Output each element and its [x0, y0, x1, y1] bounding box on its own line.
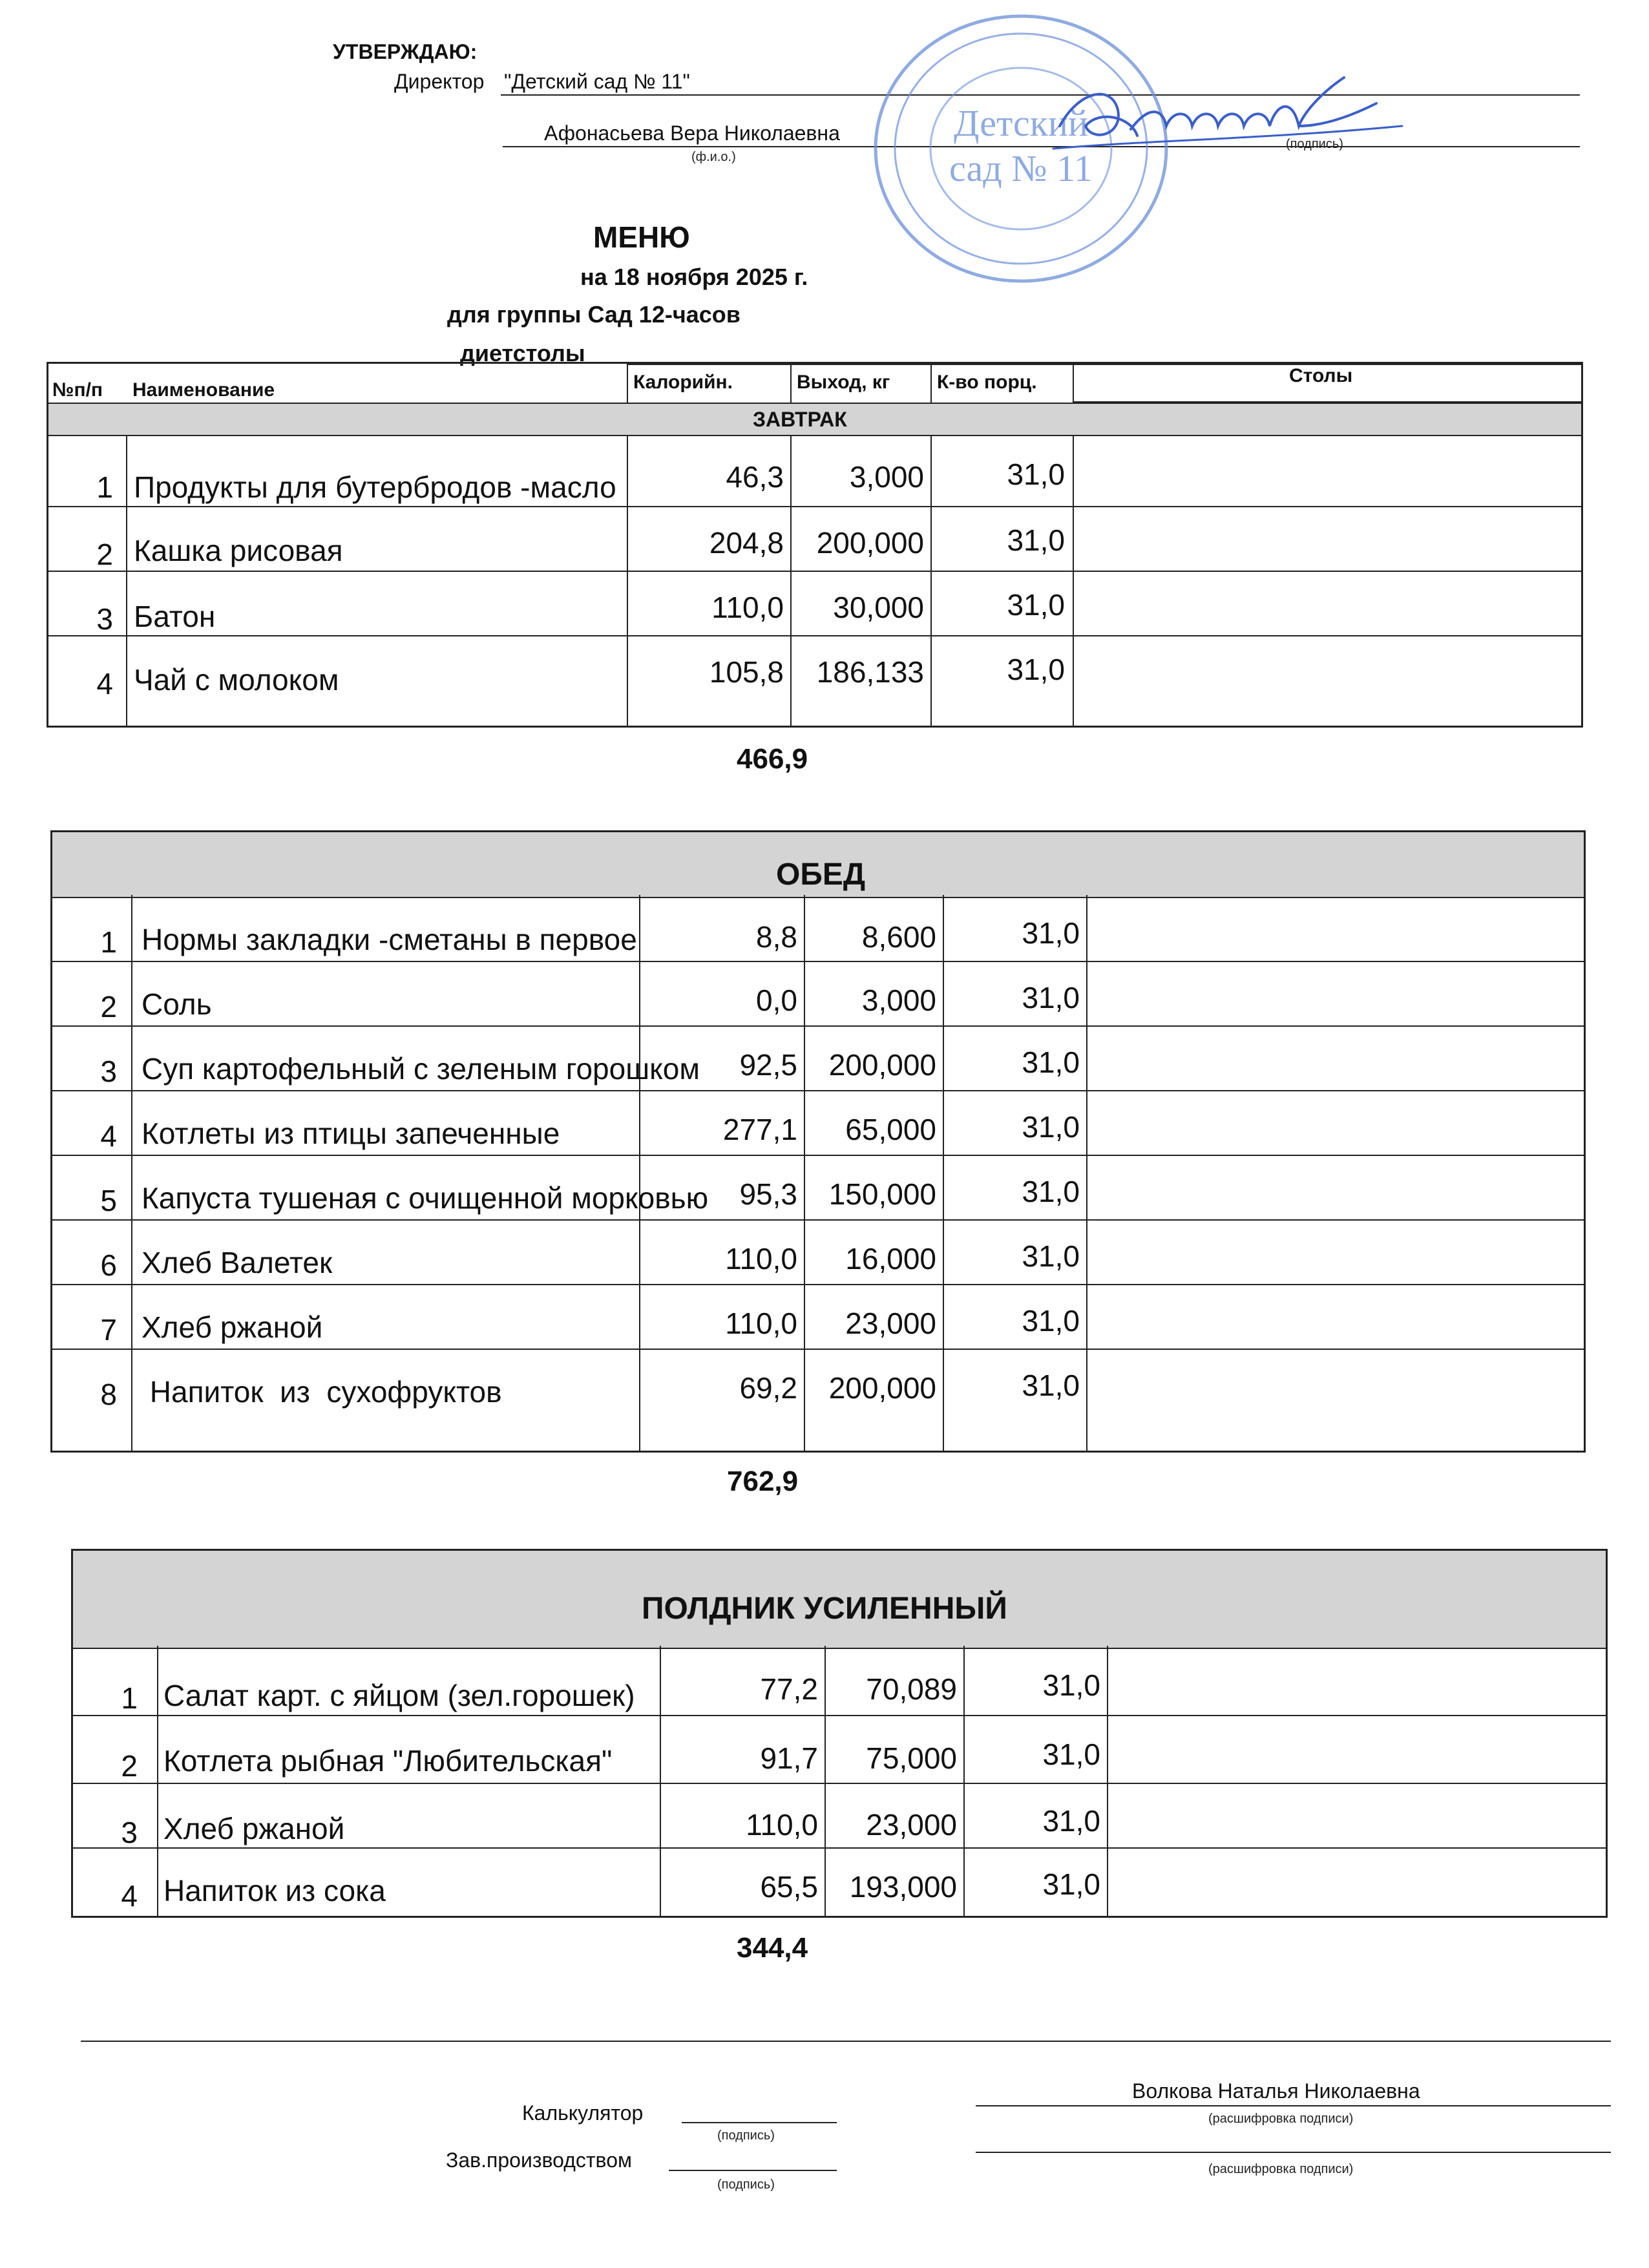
- breakfast-total: 466,9: [737, 743, 808, 775]
- table-row: [48, 506, 1581, 572]
- row-calories: 91,7: [760, 1741, 818, 1775]
- lunch-title: ОБЕД: [776, 857, 866, 892]
- row-num: 4: [121, 1879, 138, 1913]
- row-num: 3: [100, 1055, 117, 1088]
- organization-name: "Детский сад № 11": [504, 70, 690, 93]
- row-output: 30,000: [833, 591, 924, 624]
- row-name: Соль: [142, 987, 212, 1021]
- lunch-table: [50, 830, 1586, 1453]
- signature-caption: (подпись): [1286, 137, 1343, 151]
- row-portions: 31,0: [1022, 1045, 1080, 1079]
- row-output: 3,000: [849, 460, 924, 494]
- table-row: [52, 1025, 1584, 1091]
- row-portions: 31,0: [1042, 1804, 1100, 1838]
- calculator-name: Волкова Наталья Николаевна: [1132, 2079, 1420, 2103]
- approval-heading: УТВЕРЖДАЮ:: [333, 40, 478, 63]
- row-calories: 8,8: [756, 920, 797, 954]
- header-name: Наименование: [132, 379, 275, 401]
- table-header-row: [48, 364, 1581, 403]
- table-row: [48, 635, 1581, 700]
- snack-band: [73, 1549, 1606, 1649]
- row-output: 8,600: [861, 920, 936, 954]
- table-row: [52, 1155, 1584, 1221]
- header-num: №п/п: [52, 379, 103, 401]
- calculator-decode-caption: (расшифровка подписи): [1208, 2112, 1354, 2126]
- row-output: 16,000: [845, 1242, 936, 1276]
- row-output: 200,000: [828, 1371, 936, 1405]
- table-row: [73, 1715, 1606, 1784]
- row-name: Хлеб Валетек: [142, 1246, 333, 1279]
- header-calories: Калорийн.: [633, 372, 733, 393]
- row-num: 5: [100, 1184, 117, 1217]
- row-portions: 31,0: [1022, 1304, 1080, 1338]
- handwritten-signature: [1040, 65, 1415, 168]
- table-row: [52, 1090, 1584, 1156]
- menu-group: для группы Сад 12-часов: [447, 301, 740, 328]
- production-decode-caption: (расшифровка подписи): [1208, 2162, 1354, 2176]
- table-row: [52, 1284, 1584, 1350]
- row-output: 200,000: [828, 1048, 936, 1082]
- footer-divider: [81, 2041, 1611, 2042]
- row-calories: 0,0: [756, 983, 797, 1017]
- row-num: 1: [96, 470, 113, 504]
- row-calories: 105,8: [709, 655, 784, 689]
- row-num: 2: [100, 990, 117, 1024]
- row-portions: 31,0: [1042, 1668, 1100, 1702]
- menu-title: МЕНЮ: [593, 220, 690, 254]
- row-name: Напиток из сухофруктов: [142, 1375, 502, 1409]
- production-name-line: [976, 2152, 1611, 2153]
- row-portions: 31,0: [1007, 653, 1065, 686]
- row-portions: 31,0: [1042, 1867, 1100, 1901]
- row-output: 150,000: [828, 1177, 936, 1211]
- row-num: 7: [100, 1313, 117, 1347]
- row-name: Салат карт. с яйцом (зел.горошек): [163, 1679, 635, 1712]
- row-name: Напиток из сока: [163, 1874, 386, 1907]
- row-num: 3: [121, 1816, 138, 1849]
- row-num: 6: [100, 1248, 117, 1282]
- director-name: Афонасьева Вера Николаевна: [544, 121, 840, 145]
- row-output: 186,133: [816, 655, 924, 689]
- row-output: 3,000: [861, 983, 936, 1017]
- row-portions: 31,0: [1022, 1175, 1080, 1208]
- fio-caption: (ф.и.о.): [691, 150, 736, 164]
- table-row: [73, 1647, 1606, 1716]
- row-output: 65,000: [845, 1113, 936, 1146]
- row-name: Продукты для бутербродов -масло: [134, 470, 616, 504]
- row-calories: 110,0: [711, 591, 784, 624]
- calculator-label: Калькулятор: [522, 2101, 644, 2125]
- row-num: 1: [100, 925, 117, 959]
- calculator-signature-line: [682, 2122, 837, 2123]
- snack-table: [71, 1549, 1608, 1918]
- row-calories: 95,3: [739, 1177, 797, 1211]
- production-signature-caption: (подпись): [717, 2178, 775, 2192]
- breakfast-table: [47, 362, 1583, 728]
- row-calories: 77,2: [760, 1672, 818, 1706]
- row-calories: 110,0: [725, 1307, 797, 1340]
- row-num: 8: [100, 1378, 117, 1411]
- row-calories: 69,2: [739, 1371, 797, 1405]
- row-portions: 31,0: [1022, 1239, 1080, 1273]
- row-output: 193,000: [849, 1870, 957, 1904]
- row-portions: 31,0: [1042, 1738, 1100, 1771]
- table-row: [73, 1847, 1606, 1912]
- row-name: Суп картофельный с зеленым горошком: [142, 1052, 700, 1086]
- row-num: 1: [121, 1681, 138, 1715]
- row-name: Котлета рыбная "Любительская": [163, 1744, 613, 1778]
- svg-text:Детский: Детский: [953, 102, 1089, 144]
- header-tables: Столы: [1289, 365, 1353, 386]
- lunch-band: [52, 830, 1584, 898]
- row-portions: 31,0: [1007, 588, 1065, 622]
- table-row: [52, 896, 1584, 962]
- row-num: 2: [121, 1749, 138, 1783]
- row-calories: 46,3: [726, 460, 784, 494]
- row-num: 3: [96, 602, 113, 636]
- table-row: [48, 571, 1581, 636]
- row-name: Кашка рисовая: [134, 534, 343, 567]
- row-output: 23,000: [845, 1307, 936, 1340]
- snack-total: 344,4: [737, 1932, 808, 1964]
- row-name: Хлеб ржаной: [142, 1310, 323, 1344]
- svg-text:сад № 11: сад № 11: [949, 147, 1093, 189]
- menu-date: на 18 ноября 2025 г.: [580, 264, 808, 290]
- snack-title: ПОЛДНИК УСИЛЕННЫЙ: [642, 1591, 1007, 1626]
- row-name: Чай с молоком: [134, 663, 339, 697]
- calculator-signature-caption: (подпись): [717, 2128, 775, 2143]
- row-output: 75,000: [866, 1741, 957, 1775]
- table-row: [52, 961, 1584, 1027]
- calculator-name-line: [976, 2105, 1611, 2106]
- row-num: 2: [96, 538, 113, 571]
- row-name: Батон: [134, 600, 216, 633]
- row-calories: 110,0: [725, 1242, 797, 1276]
- breakfast-band: [48, 403, 1581, 436]
- row-name: Хлеб ржаной: [163, 1812, 345, 1845]
- production-manager-label: Зав.производством: [446, 2148, 632, 2172]
- row-portions: 31,0: [1022, 981, 1080, 1014]
- row-output: 70,089: [866, 1672, 957, 1706]
- header-portions: К-во порц.: [937, 372, 1037, 393]
- row-output: 200,000: [816, 526, 924, 560]
- row-portions: 31,0: [1022, 916, 1080, 950]
- row-calories: 204,8: [709, 526, 784, 560]
- row-num: 4: [96, 667, 113, 700]
- table-row: [52, 1219, 1584, 1285]
- row-portions: 31,0: [1007, 457, 1065, 491]
- row-portions: 31,0: [1007, 523, 1065, 557]
- row-output: 23,000: [866, 1808, 957, 1842]
- table-row: [52, 1349, 1584, 1413]
- director-label: Директор: [394, 70, 485, 93]
- breakfast-title: ЗАВТРАК: [753, 408, 847, 431]
- row-portions: 31,0: [1022, 1110, 1080, 1144]
- row-name: Нормы закладки -сметаны в первое: [142, 923, 637, 956]
- row-portions: 31,0: [1022, 1369, 1080, 1402]
- lunch-total: 762,9: [727, 1465, 799, 1497]
- table-row: [73, 1783, 1606, 1849]
- row-name: Капуста тушеная с очищенной морковью: [142, 1181, 709, 1215]
- row-calories: 110,0: [746, 1808, 818, 1842]
- menu-diet: диетстолы: [460, 340, 585, 366]
- row-name: Котлеты из птицы запеченные: [142, 1117, 560, 1150]
- production-signature-line: [669, 2170, 837, 2171]
- row-num: 4: [100, 1119, 117, 1153]
- header-output: Выход, кг: [797, 372, 890, 393]
- table-row: [48, 435, 1581, 507]
- row-calories: 277,1: [722, 1113, 797, 1146]
- row-calories: 92,5: [739, 1048, 797, 1082]
- row-calories: 65,5: [760, 1870, 818, 1904]
